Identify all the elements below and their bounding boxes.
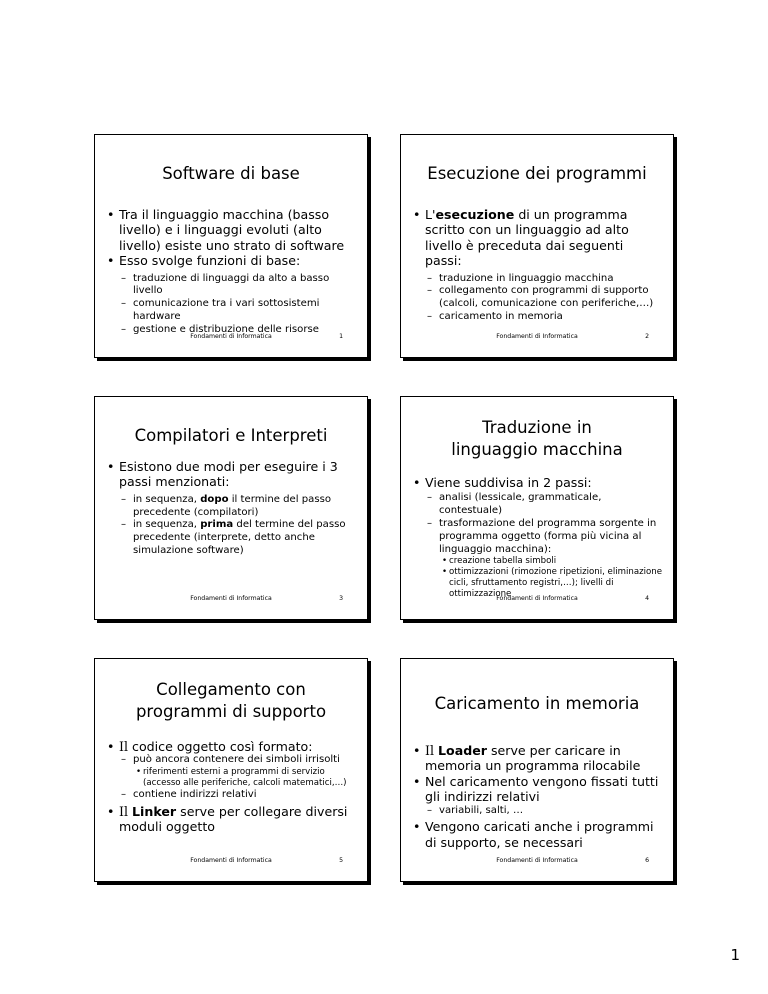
bullet: • Nel caricamento vengono fissati tutti gli indirizzi relativi xyxy=(413,773,659,805)
slide-5 xyxy=(94,658,368,882)
bullet: • Il Loader serve per caricare in memoria un programma rilocabile xyxy=(413,743,641,774)
slide-footer xyxy=(401,593,673,605)
slide-body xyxy=(413,475,663,600)
sub-bullet: – comunicazione tra i vari sottosistemi hardware xyxy=(121,298,320,323)
slide-body xyxy=(107,207,357,337)
sub-bullet: – traduzione di linguaggi da alto a basso livello xyxy=(121,272,330,297)
bullet: • Vengono caricati anche i programmi di supporto, se necessari xyxy=(413,819,654,850)
sub-sub-bullet: • riferimenti esterni a programmi di servizio (accesso alle periferiche, calcoli matematici,…) xyxy=(136,767,347,789)
slide-2 xyxy=(400,134,674,358)
sub-bullet: – in sequenza, dopo il termine del passo precedente (compilatori) xyxy=(121,493,332,518)
title-line: Collegamento con xyxy=(156,680,306,699)
slide-number: 6 xyxy=(645,857,649,864)
bullet: • Il Linker serve per collegare diversi moduli oggetto xyxy=(107,804,348,835)
bullet: • Esso svolge funzioni di base: xyxy=(107,253,301,269)
slide-number: 1 xyxy=(339,333,343,340)
footer-text: Fondamenti di Informatica xyxy=(496,595,578,602)
sub-bullet: – variabili, salti, … xyxy=(427,804,524,816)
footer-text: Fondamenti di Informatica xyxy=(190,595,272,602)
slide-title: Compilatori e Interpreti xyxy=(134,426,328,445)
title-line: linguaggio macchina xyxy=(451,440,623,459)
sub-sub-bullet: • creazione tabella simboli xyxy=(442,556,557,567)
bullet: • Esistono due modi per eseguire i 3 passi menzionati: xyxy=(107,459,338,490)
title-line: Traduzione in xyxy=(482,418,592,437)
title-line: programmi di supporto xyxy=(135,702,327,721)
slide-footer xyxy=(401,331,673,343)
slide-1 xyxy=(94,134,368,358)
sub-sub-bullet: • ottimizzazioni (rimozione ripetizioni, eliminazione cicli, sfruttamento registri,…); livelli di ottimizzazione xyxy=(442,567,662,600)
slide-title: Caricamento in memoria xyxy=(434,694,640,713)
slide-3 xyxy=(94,396,368,620)
sub-bullet: – analisi (lessicale, grammaticale, contestuale) xyxy=(427,492,602,517)
sub-bullet: – traduzione in linguaggio macchina xyxy=(427,272,614,284)
slide-number: 2 xyxy=(645,333,649,340)
slide-title: Esecuzione dei programmi xyxy=(427,164,647,183)
footer-text: Fondamenti di Informatica xyxy=(496,333,578,340)
sub-bullet: – può ancora contenere dei simboli irrisolti xyxy=(121,754,340,766)
bullet: • Viene suddivisa in 2 passi: xyxy=(413,475,592,490)
slide-title xyxy=(95,679,367,723)
bullet: • Tra il linguaggio macchina (basso livello) e i linguaggi evoluti (alto livello) esiste uno strato di software xyxy=(107,207,345,253)
sub-bullet: – contiene indirizzi relativi xyxy=(121,789,257,801)
slide-body xyxy=(107,459,357,558)
slide-footer xyxy=(401,855,673,867)
slide-footer xyxy=(95,855,367,867)
footer-text: Fondamenti di Informatica xyxy=(190,333,272,340)
slide-4 xyxy=(400,396,674,620)
slide-number: 4 xyxy=(645,595,649,602)
sub-bullet: – collegamento con programmi di supporto (calcoli, comunicazione con periferiche,…) xyxy=(427,285,654,310)
slide-body xyxy=(413,207,663,324)
sub-bullet: – in sequenza, prima del termine del passo precedente (interprete, detto anche simulazione software) xyxy=(121,519,346,556)
page-number: 1 xyxy=(730,946,740,964)
slide-footer xyxy=(95,331,367,343)
sub-bullet: – gestione e distribuzione delle risorse xyxy=(121,323,319,335)
footer-text: Fondamenti di Informatica xyxy=(190,857,272,864)
bullet: • Il codice oggetto così formato: xyxy=(107,739,313,754)
slide-body xyxy=(107,739,357,835)
bullet: • L'esecuzione di un programma scritto con un linguaggio ad alto livello è preceduta dai seguenti passi: xyxy=(413,207,629,269)
slide-6 xyxy=(400,658,674,882)
slide-title: Software di base xyxy=(162,164,300,183)
slide-title xyxy=(401,417,673,461)
sub-bullet: – caricamento in memoria xyxy=(427,311,563,323)
footer-text: Fondamenti di Informatica xyxy=(496,857,578,864)
sub-bullet: – trasformazione del programma sorgente in programma oggetto (forma più vicina al linguaggio macchina): xyxy=(427,518,657,555)
slide-number: 3 xyxy=(339,595,343,602)
slide-body xyxy=(413,743,663,850)
slide-footer xyxy=(95,593,367,605)
slide-number: 5 xyxy=(339,857,343,864)
